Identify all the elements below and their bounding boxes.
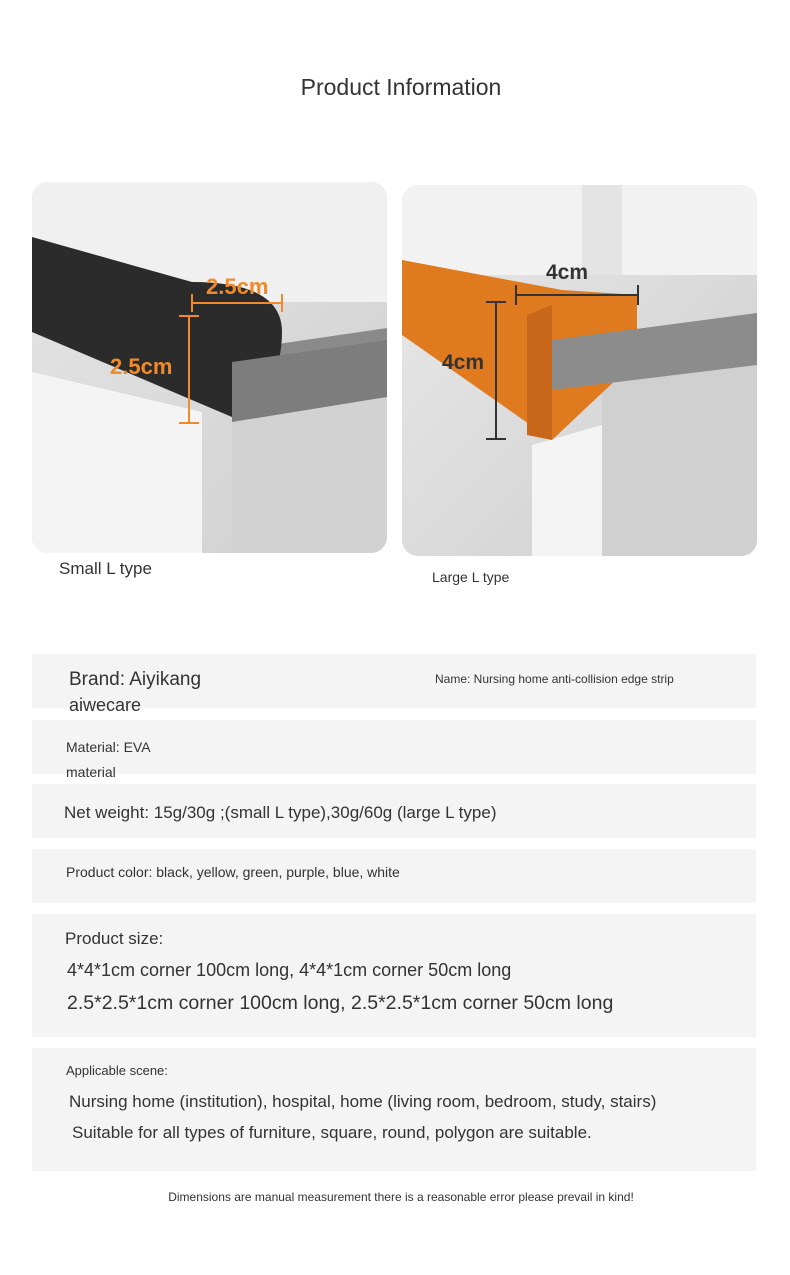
material-line2: material	[66, 764, 116, 780]
scene-row	[32, 1048, 756, 1171]
material-line1: Material: EVA	[66, 739, 151, 755]
size-line1: 4*4*1cm corner 100cm long, 4*4*1cm corner 50cm long	[67, 960, 512, 980]
small-l-type-caption: Small L type	[59, 559, 152, 578]
scene-line2: Suitable for all types of furniture, square, round, polygon are suitable.	[72, 1123, 592, 1142]
small-l-type-photo	[32, 182, 387, 553]
product-name: Name: Nursing home anti-collision edge strip	[435, 672, 674, 686]
net-weight-text: Net weight: 15g/30g ;(small L type),30g/60g (large L type)	[64, 803, 497, 822]
net-weight-row	[32, 784, 756, 838]
small-width-label: 2.5cm	[206, 274, 269, 299]
dimensions-footnote: Dimensions are manual measurement there is a reasonable error please prevail in kind!	[168, 1190, 634, 1204]
brand-row	[32, 654, 756, 715]
page-title: Product Information	[300, 74, 502, 100]
brand-line2: aiwecare	[69, 695, 142, 715]
large-height-label: 4cm	[442, 351, 485, 374]
scene-label: Applicable scene:	[66, 1063, 168, 1078]
scene-line1: Nursing home (institution), hospital, home (living room, bedroom, study, stairs)	[69, 1092, 657, 1111]
brand-line1: Brand: Aiyikang	[69, 669, 202, 690]
small-height-label: 2.5cm	[110, 354, 173, 379]
size-row	[32, 914, 756, 1037]
large-l-type-caption: Large L type	[432, 569, 510, 585]
size-line2: 2.5*2.5*1cm corner 100cm long, 2.5*2.5*1cm corner 50cm long	[67, 992, 614, 1014]
size-label: Product size:	[65, 929, 164, 948]
large-width-label: 4cm	[546, 261, 589, 284]
material-row	[32, 720, 756, 780]
color-row	[32, 849, 756, 903]
product-color-text: Product color: black, yellow, green, purple, blue, white	[66, 864, 400, 880]
large-l-type-photo	[402, 185, 757, 556]
